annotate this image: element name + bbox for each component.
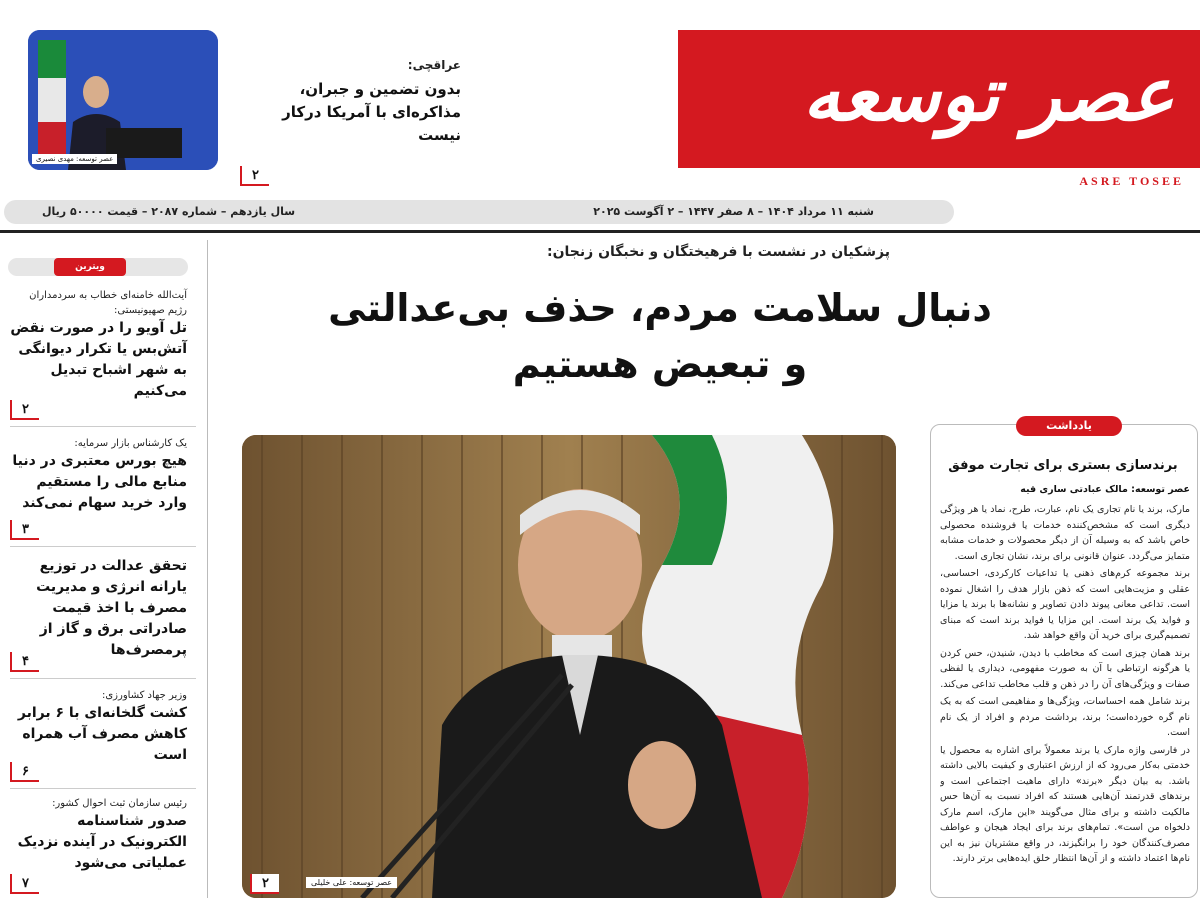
- page-number-tag[interactable]: ۲: [250, 874, 279, 894]
- date-info-bar: [4, 200, 954, 224]
- note-paragraph: برند مجموعه کرم‌های ذهنی یا تداعیات کارکردی، احساسی، عقلی و مزیت‌هایی است که ذهن بازار هدف را اشغال نموده است. تداعی معانی پیوند دادن تصاویر و نشانه‌ها با برند یا مزایا و فواید یک برند است. این مزایا یا فواید برند است که مبنای تصمیم‌گیری برای خرید آن واقع خواهد شد.: [940, 568, 1190, 641]
- divider: [10, 426, 196, 427]
- column-divider: [207, 240, 208, 898]
- page-number-tag[interactable]: ۷: [10, 874, 39, 894]
- note-paragraph: برند همان چیزی است که مخاطب با دیدن، شنیدن، حس کردن یا هرگونه ارتباطی با آن به صورت مفهومی، دیداری یا لفظی صفات و ویژگی‌های آن را در ذهن و قلب مخاطب تداعی می‌کند.: [940, 647, 1190, 690]
- issue-line: سال یازدهم – شماره ۲۰۸۷ – قیمت ۵۰۰۰۰ ریال: [42, 205, 296, 218]
- note-title[interactable]: برندسازی بستری برای تجارت موفق: [948, 458, 1178, 473]
- sidebar-item[interactable]: [7, 288, 187, 402]
- item-kicker: یک کارشناس بازار سرمایه:: [74, 438, 187, 449]
- sidebar-item[interactable]: [7, 556, 187, 661]
- photo-credit: عصر توسعه: علی خلیلی: [306, 877, 397, 888]
- headline-line: و تبعیض هستیم: [512, 342, 808, 386]
- item-kicker: رئیس سازمان ثبت احوال کشور:: [52, 798, 187, 809]
- top-teaser-photo[interactable]: [28, 30, 218, 170]
- speaker-at-podium-image: [28, 30, 218, 170]
- page-number-tag[interactable]: ۶: [10, 762, 39, 782]
- logo-latin-subtitle: ASRE TOSEE: [1079, 174, 1184, 188]
- item-title[interactable]: هیچ بورس معتبری در دنیا منابع مالی را مستقیم وارد خرید سهام نمی‌کند: [12, 453, 187, 511]
- note-paragraph: مارک، برند یا نام‌ تجاری یک نام، عبارت، طرح، نماد یا هر ویژگی دیگری است که مشخص‌کننده خدمات یا فروشنده محصولی خاص باشد که به وسیله آن از دیگر محصولات و خدمات مشابه متمایز می‌گردد. عنوان قانونی برای برند، نشان تجاری است.: [940, 504, 1190, 562]
- page-number-tag[interactable]: ۲: [10, 400, 39, 420]
- main-headline[interactable]: [300, 280, 1020, 392]
- note-body: [940, 502, 1190, 898]
- main-story-photo[interactable]: [242, 435, 896, 898]
- item-kicker: آیت‌الله خامنه‌ای خطاب به سردمداران رژیم صهیونیستی:: [29, 290, 187, 316]
- note-paragraph: برند شامل همه احساسات، ویژگی‌ها و مفاهیمی است که به یک نام گره خورده‌است؛ برند، برداشت مردم و افراد از یک نام است.: [940, 696, 1190, 738]
- item-title[interactable]: تحقق عدالت در توزیع یارانه انرژی و مدیریت مصرف با اخذ قیمت صادراتی برق و گاز از پرمصرف‌ها: [36, 558, 187, 658]
- page-number-tag[interactable]: ۲: [240, 166, 269, 186]
- divider: [10, 788, 196, 789]
- teaser-kicker: عراقچی:: [407, 58, 461, 72]
- teaser-headline[interactable]: بدون تضمین و جبران، مذاکره‌ای با آمریکا درکار نیست: [282, 80, 461, 144]
- masthead-divider: [0, 230, 1200, 233]
- page-number-tag[interactable]: ۳: [10, 520, 39, 540]
- sidebar-vitrin: [0, 240, 205, 898]
- note-byline: عصر توسعه: مالک عبادتی ساری قیه: [1020, 484, 1190, 495]
- sidebar-item[interactable]: [7, 688, 187, 766]
- divider: [10, 546, 196, 547]
- masthead-logo[interactable]: [678, 30, 1200, 168]
- main-kicker: پزشکیان در نشست با فرهیختگان و نخبگان زنجان:: [546, 244, 890, 260]
- item-title[interactable]: کشت گلخانه‌ای با ۶ برابر کاهش مصرف آب همراه است: [17, 705, 187, 763]
- page-number-tag[interactable]: ۴: [10, 652, 39, 672]
- date-line: شنبه ۱۱ مرداد ۱۴۰۴ – ۸ صفر ۱۴۴۷ – ۲ آگوست ۲۰۲۵: [593, 205, 874, 218]
- note-paragraph: در فارسی واژه مارک یا برند معمولاً برای اشاره به محصول یا خدمتی به‌کار می‌رود که از ارزش اعتباری و کیفیت بالایی داشته باشد. به بیان دیگر «برند» دارای ماهیت اجتماعی است و برندهای قدرتمند آن‌هایی هستند که افراد نسبت به آن‌ها حس مالکیت داشته و برای مثال می‌گویند «این مارک، اسم مارک دلخواه من است». تمام‌های برند برای ایجاد هیجان و عواطف مصرف‌کنندگان خود را برانگیزند، در واقع مشتریان نیز به این نام‌ها اعتماد داشته و از آن‌ها انتظار خلق ایده‌هایی برتر دارند.: [940, 744, 1190, 864]
- logo-title: عصر توسعه: [802, 52, 1174, 138]
- item-title[interactable]: صدور شناسنامه الکترونیک در آینده نزدیک عملیاتی می‌شود: [17, 813, 187, 871]
- note-section-label: یادداشت: [1016, 416, 1122, 436]
- photo-credit: عصر توسعه: مهدی نصیری: [32, 154, 117, 164]
- headline-line: دنبال سلامت مردم، حذف بی‌عدالتی: [328, 286, 992, 330]
- section-label: ویترین: [54, 258, 126, 276]
- item-title[interactable]: تل آویو را در صورت نقض آتش‌بس یا تکرار دیوانگی به شهر اشباح تبدیل می‌کنیم: [10, 320, 187, 399]
- item-kicker: وزیر جهاد کشاورزی:: [101, 690, 187, 701]
- speaker-with-flag-image: [242, 435, 896, 898]
- divider: [10, 678, 196, 679]
- top-teaser[interactable]: [236, 58, 461, 182]
- sidebar-item[interactable]: [7, 796, 187, 874]
- sidebar-item[interactable]: [7, 436, 187, 514]
